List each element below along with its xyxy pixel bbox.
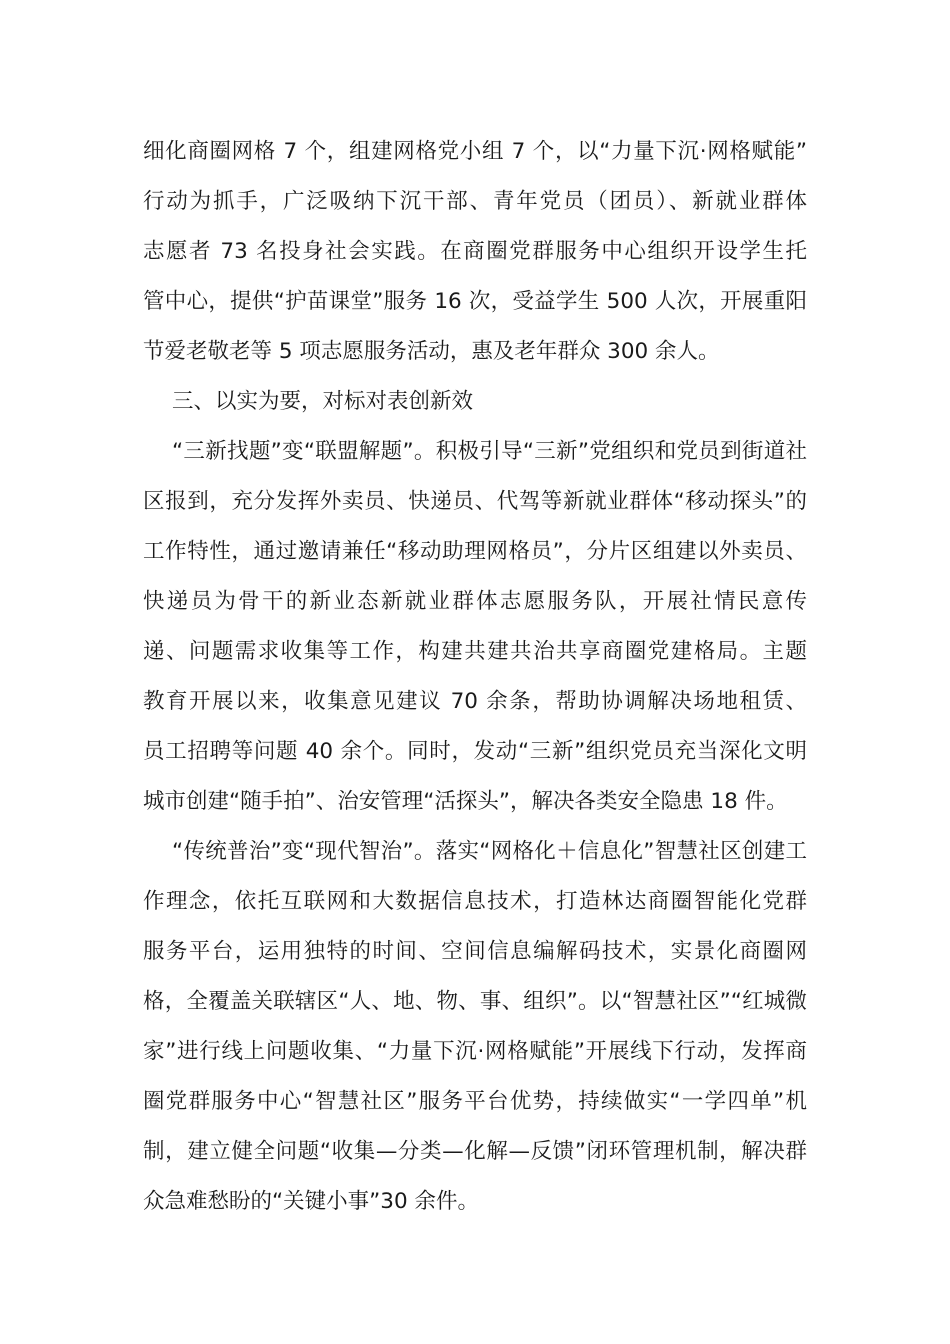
text-line: 快递员为骨干的新业态新就业群体志愿服务队，开展社情民意传 xyxy=(143,589,807,614)
text-line: 递、问题需求收集等工作，构建共建共治共享商圈党建格局。主题 xyxy=(143,639,807,664)
text-line: 工作特性，通过邀请兼任“移动助理网格员”，分片区组建以外卖员、 xyxy=(143,539,807,564)
paragraph-grid-refinement xyxy=(143,127,807,377)
document-body xyxy=(143,127,807,1227)
text-line: 区报到，充分发挥外卖员、快递员、代驾等新就业群体“移动探头”的 xyxy=(143,489,807,514)
text-line: 格，全覆盖关联辖区“人、地、物、事、组织”。以“智慧社区”“红城微 xyxy=(143,989,807,1014)
text-line: 制，建立健全问题“收集—分类—化解—反馈”闭环管理机制，解决群 xyxy=(143,1139,807,1164)
paragraph-sanxin xyxy=(143,427,807,827)
text-line: 众急难愁盼的“关键小事”30 余件。 xyxy=(143,1189,479,1214)
text-line: 家”进行线上问题收集、“力量下沉·网格赋能”开展线下行动，发挥商 xyxy=(143,1039,807,1064)
text-line: 圈党群服务中心“智慧社区”服务平台优势，持续做实“一学四单”机 xyxy=(143,1089,807,1114)
text-line: 节爱老敬老等 5 项志愿服务活动，惠及老年群众 300 余人。 xyxy=(143,339,720,364)
text-line: 城市创建“随手拍”、治安管理“活探头”，解决各类安全隐患 18 件。 xyxy=(143,789,788,814)
text-line: 作理念，依托互联网和大数据信息技术，打造林达商圈智能化党群 xyxy=(143,889,807,914)
text-line: “传统普治”变“现代智治”。落实“网格化＋信息化”智慧社区创建工 xyxy=(172,839,807,864)
text-line: 教育开展以来，收集意见建议 70 余条，帮助协调解决场地租赁、 xyxy=(143,689,807,714)
text-line: 志愿者 73 名投身社会实践。在商圈党群服务中心组织开设学生托 xyxy=(143,239,807,264)
text-line: 细化商圈网格 7 个，组建网格党小组 7 个，以“力量下沉·网格赋能” xyxy=(143,139,807,164)
text-line: 行动为抓手，广泛吸纳下沉干部、青年党员（团员）、新就业群体 xyxy=(143,189,807,214)
section-heading xyxy=(143,377,807,427)
heading-line: 三、以实为要，对标对表创新效 xyxy=(172,389,474,414)
text-line: “三新找题”变“联盟解题”。积极引导“三新”党组织和党员到街道社 xyxy=(172,439,807,464)
text-line: 员工招聘等问题 40 余个。同时，发动“三新”组织党员充当深化文明 xyxy=(143,739,807,764)
text-line: 管中心，提供“护苗课堂”服务 16 次，受益学生 500 人次，开展重阳 xyxy=(143,289,807,314)
paragraph-smart-governance xyxy=(143,827,807,1227)
text-line: 服务平台，运用独特的时间、空间信息编解码技术，实景化商圈网 xyxy=(143,939,807,964)
